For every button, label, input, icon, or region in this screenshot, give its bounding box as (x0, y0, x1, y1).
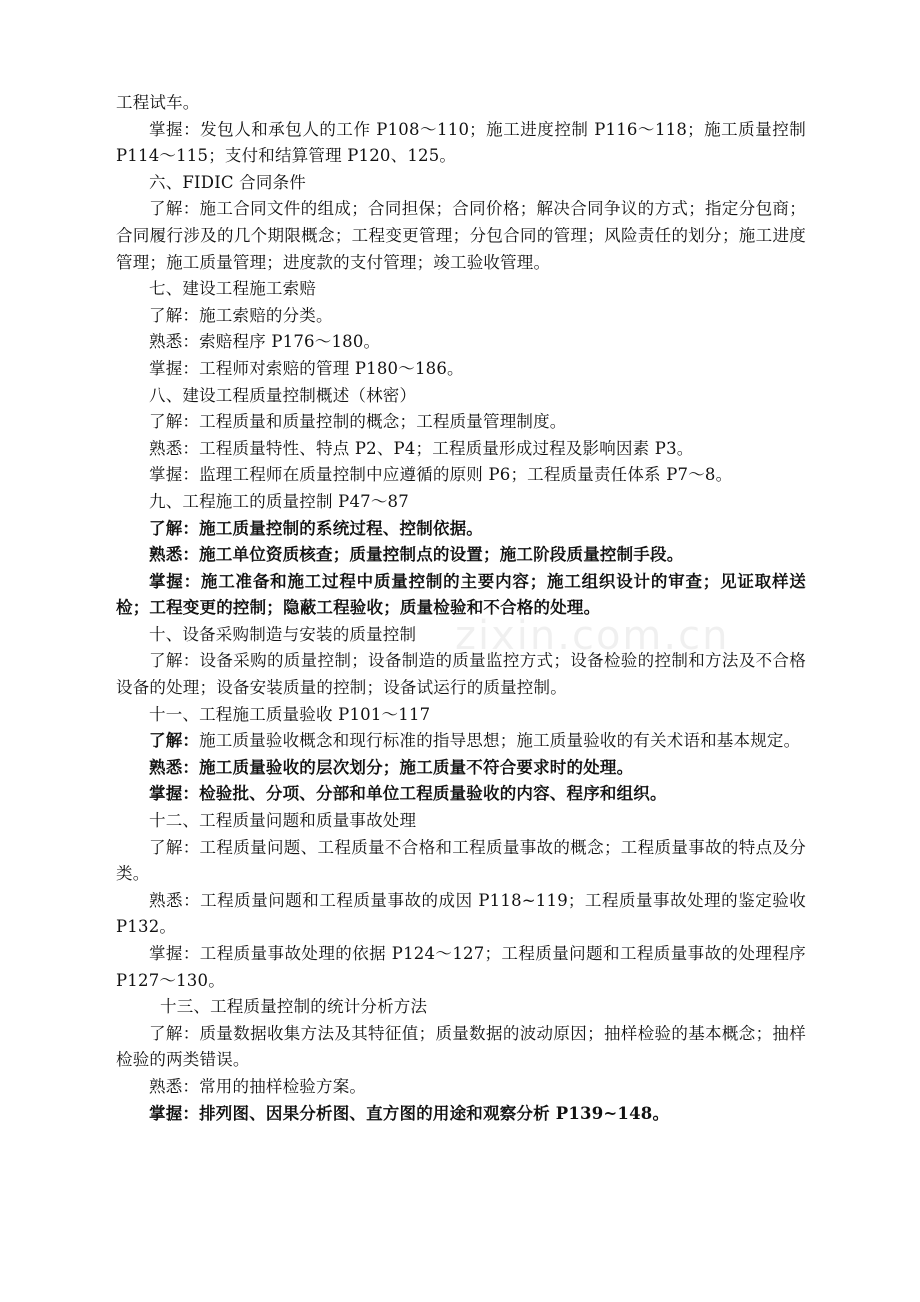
section-heading: 九、工程施工的质量控制 P47～87 (149, 491, 409, 511)
text-line: 掌握：发包人和承包人的工作 P108～110；施工进度控制 P116～118；施工质量控制 P114～115；支付和结算管理 P120、125。 (116, 119, 806, 166)
text-line: 掌握：工程质量事故处理的依据 P124～127；工程质量问题和工程质量事故的处理程序 P127～130。 (116, 944, 806, 990)
text-line: 了解：工程质量问题、工程质量不合格和工程质量事故的概念；工程质量事故的特点及分类。 (116, 837, 806, 884)
text-line: 熟悉：工程质量特性、特点 P2、P4；工程质量形成过程及影响因素 P3。 (149, 438, 694, 458)
text-line: 了解：设备采购的质量控制；设备制造的质量监控方式；设备检验的控制和方法及不合格设备的处理；设备安装质量的控制；设备试运行的质量控制。 (116, 651, 806, 698)
text-line: 熟悉：施工单位资质核查；质量控制点的设置；施工阶段质量控制手段。 (149, 545, 684, 565)
text-line: 熟悉：索赔程序 P176～180。 (149, 332, 381, 352)
document-body (116, 90, 806, 1127)
text-line: 了解：施工质量控制的系统过程、控制依据。 (149, 518, 483, 538)
text-line: 熟悉：工程质量问题和工程质量事故的成因 P118~119；工程质量事故处理的鉴定验收 P132。 (116, 890, 806, 937)
text-line: 熟悉：常用的抽样检验方案。 (149, 1076, 367, 1096)
text-line: 了解：施工索赔的分类。 (149, 305, 333, 325)
text-line: 工程试车。 (116, 93, 200, 112)
text-line: 掌握：工程师对索赔的管理 P180～186。 (149, 358, 464, 378)
text-line: 掌握：监理工程师在质量控制中应遵循的原则 P6；工程质量责任体系 P7～8。 (149, 465, 733, 485)
section-heading: 八、建设工程质量控制概述（林密） (149, 385, 417, 405)
text-line: 掌握：施工准备和施工过程中质量控制的主要内容；施工组织设计的审查；见证取样送检；工程变更的控制；隐蔽工程验收；质量检验和不合格的处理。 (116, 571, 806, 618)
section-heading: 十、设备采购制造与安装的质量控制 (149, 624, 417, 644)
section-heading: 七、建设工程施工索赔 (149, 279, 316, 299)
text-span: 施工质量验收概念和现行标准的指导思想；施工质量验收的有关术语和基本规定。 (199, 731, 801, 751)
text-line: 了解：工程质量和质量控制的概念；工程质量管理制度。 (149, 412, 567, 432)
text-line: 了解：施工合同文件的组成；合同担保；合同价格；解决合同争议的方式；指定分包商；合同履行涉及的几个期限概念；工程变更管理；分包合同的管理；风险责任的划分；施工进度管理；施工质量管理；进度款的支付管理；竣工验收管理。 (116, 199, 806, 272)
bold-label: 了解： (149, 731, 200, 751)
text-line: 掌握：检验批、分项、分部和单位工程质量验收的内容、程序和组织。 (149, 784, 667, 804)
section-heading: 十二、工程质量问题和质量事故处理 (149, 811, 417, 831)
section-heading: 六、FIDIC 合同条件 (149, 172, 306, 192)
text-line: 掌握：排列图、因果分析图、直方图的用途和观察分析 P139~148。 (149, 1103, 670, 1123)
watermark: zixin.com.cn (455, 613, 730, 659)
section-heading: 十三、工程质量控制的统计分析方法 (160, 997, 428, 1017)
text-line: 了解：质量数据收集方法及其特征值；质量数据的波动原因；抽样检验的基本概念；抽样检验的两类错误。 (116, 1023, 806, 1070)
section-heading: 十一、工程施工质量验收 P101～117 (149, 704, 431, 724)
text-line: 熟悉：施工质量验收的层次划分；施工质量不符合要求时的处理。 (149, 757, 634, 777)
text-line (116, 728, 806, 755)
